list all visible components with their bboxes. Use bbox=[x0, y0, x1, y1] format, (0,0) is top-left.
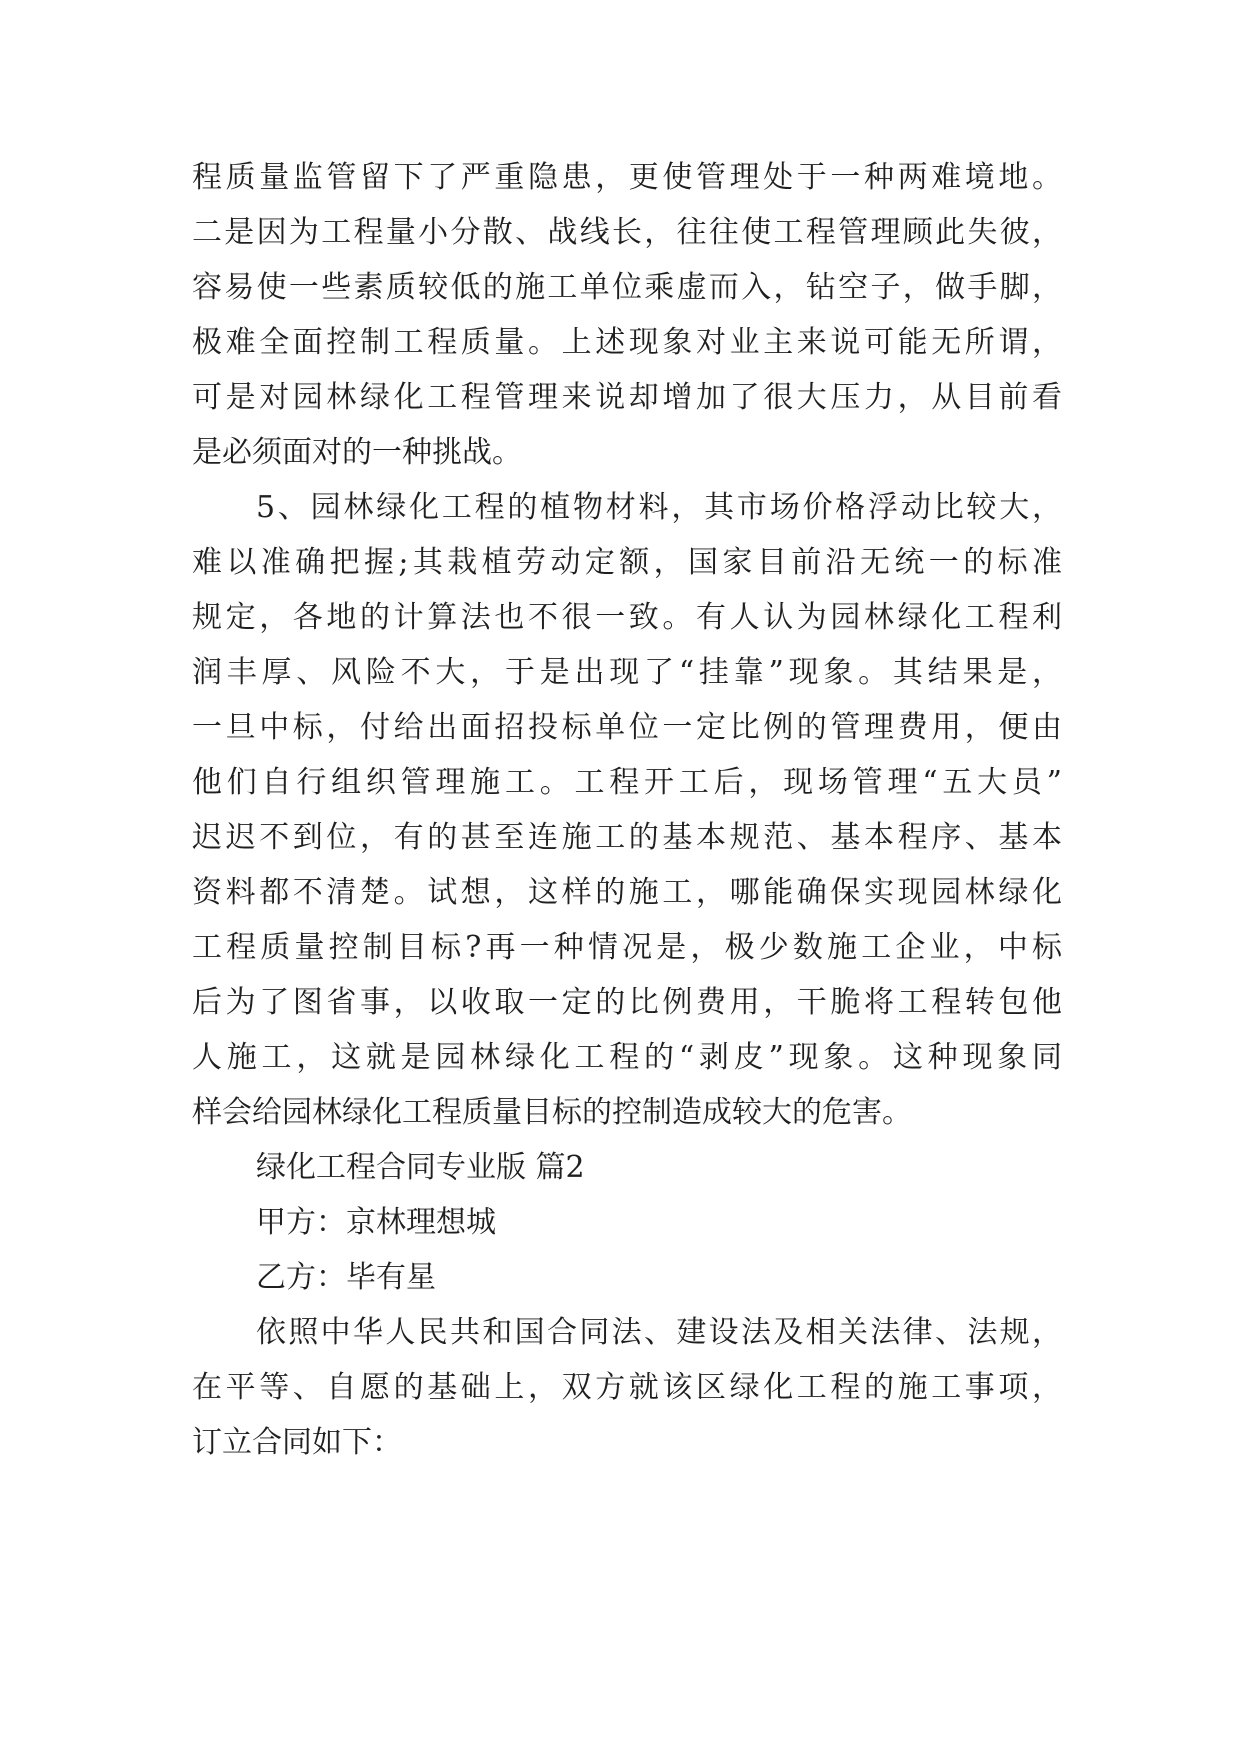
party-a-line: 甲方：京林理想城 bbox=[256, 1205, 496, 1240]
party-b bbox=[192, 1250, 1062, 1305]
text-line: 极难全面控制工程质量。上述现象对业主来说可能无所谓， bbox=[192, 325, 1062, 360]
text-line: 资料都不清楚。试想，这样的施工，哪能确保实现园林绿化 bbox=[192, 875, 1062, 910]
text-line: 迟迟不到位，有的甚至连施工的基本规范、基本程序、基本 bbox=[192, 820, 1062, 855]
text-line: 5、园林绿化工程的植物材料，其市场价格浮动比较大， bbox=[256, 490, 1062, 525]
paragraph-contract-basis bbox=[192, 1305, 1062, 1470]
text-line: 工程质量控制目标?再一种情况是，极少数施工企业，中标 bbox=[192, 930, 1062, 965]
text-line: 是必须面对的一种挑战。 bbox=[192, 435, 522, 470]
text-line: 容易使一些素质较低的施工单位乘虚而入，钻空子，做手脚， bbox=[192, 270, 1062, 305]
text-line: 难以准确把握;其栽植劳动定额，国家目前沿无统一的标准 bbox=[192, 545, 1062, 580]
text-line: 人施工，这就是园林绿化工程的“剥皮”现象。这种现象同 bbox=[192, 1040, 1062, 1075]
text-line: 一旦中标，付给出面招投标单位一定比例的管理费用，便由 bbox=[192, 710, 1062, 745]
text-line: 在平等、自愿的基础上，双方就该区绿化工程的施工事项， bbox=[192, 1370, 1062, 1405]
party-b-line: 乙方：毕有星 bbox=[256, 1260, 436, 1295]
text-line: 润丰厚、风险不大，于是出现了“挂靠”现象。其结果是， bbox=[192, 655, 1062, 690]
paragraph-continuation bbox=[192, 150, 1062, 480]
text-line: 样会给园林绿化工程质量目标的控制造成较大的危害。 bbox=[192, 1095, 912, 1130]
text-line: 二是因为工程量小分散、战线长，往往使工程管理顾此失彼， bbox=[192, 215, 1062, 250]
text-line: 后为了图省事，以收取一定的比例费用，干脆将工程转包他 bbox=[192, 985, 1062, 1020]
paragraph-point-5 bbox=[192, 480, 1062, 1140]
text-line: 程质量监管留下了严重隐患，更使管理处于一种两难境地。 bbox=[192, 160, 1062, 195]
text-line: 依照中华人民共和国合同法、建设法及相关法律、法规， bbox=[256, 1315, 1062, 1350]
text-line: 可是对园林绿化工程管理来说却增加了很大压力，从目前看 bbox=[192, 380, 1062, 415]
party-a bbox=[192, 1195, 1062, 1250]
text-line: 他们自行组织管理施工。工程开工后，现场管理“五大员” bbox=[192, 765, 1062, 800]
document-body bbox=[192, 150, 1062, 1470]
text-line: 订立合同如下： bbox=[192, 1425, 402, 1460]
section-heading: 绿化工程合同专业版 篇2 bbox=[256, 1150, 585, 1185]
text-line: 规定，各地的计算法也不很一致。有人认为园林绿化工程利 bbox=[192, 600, 1062, 635]
heading-contract-title bbox=[192, 1140, 1062, 1195]
